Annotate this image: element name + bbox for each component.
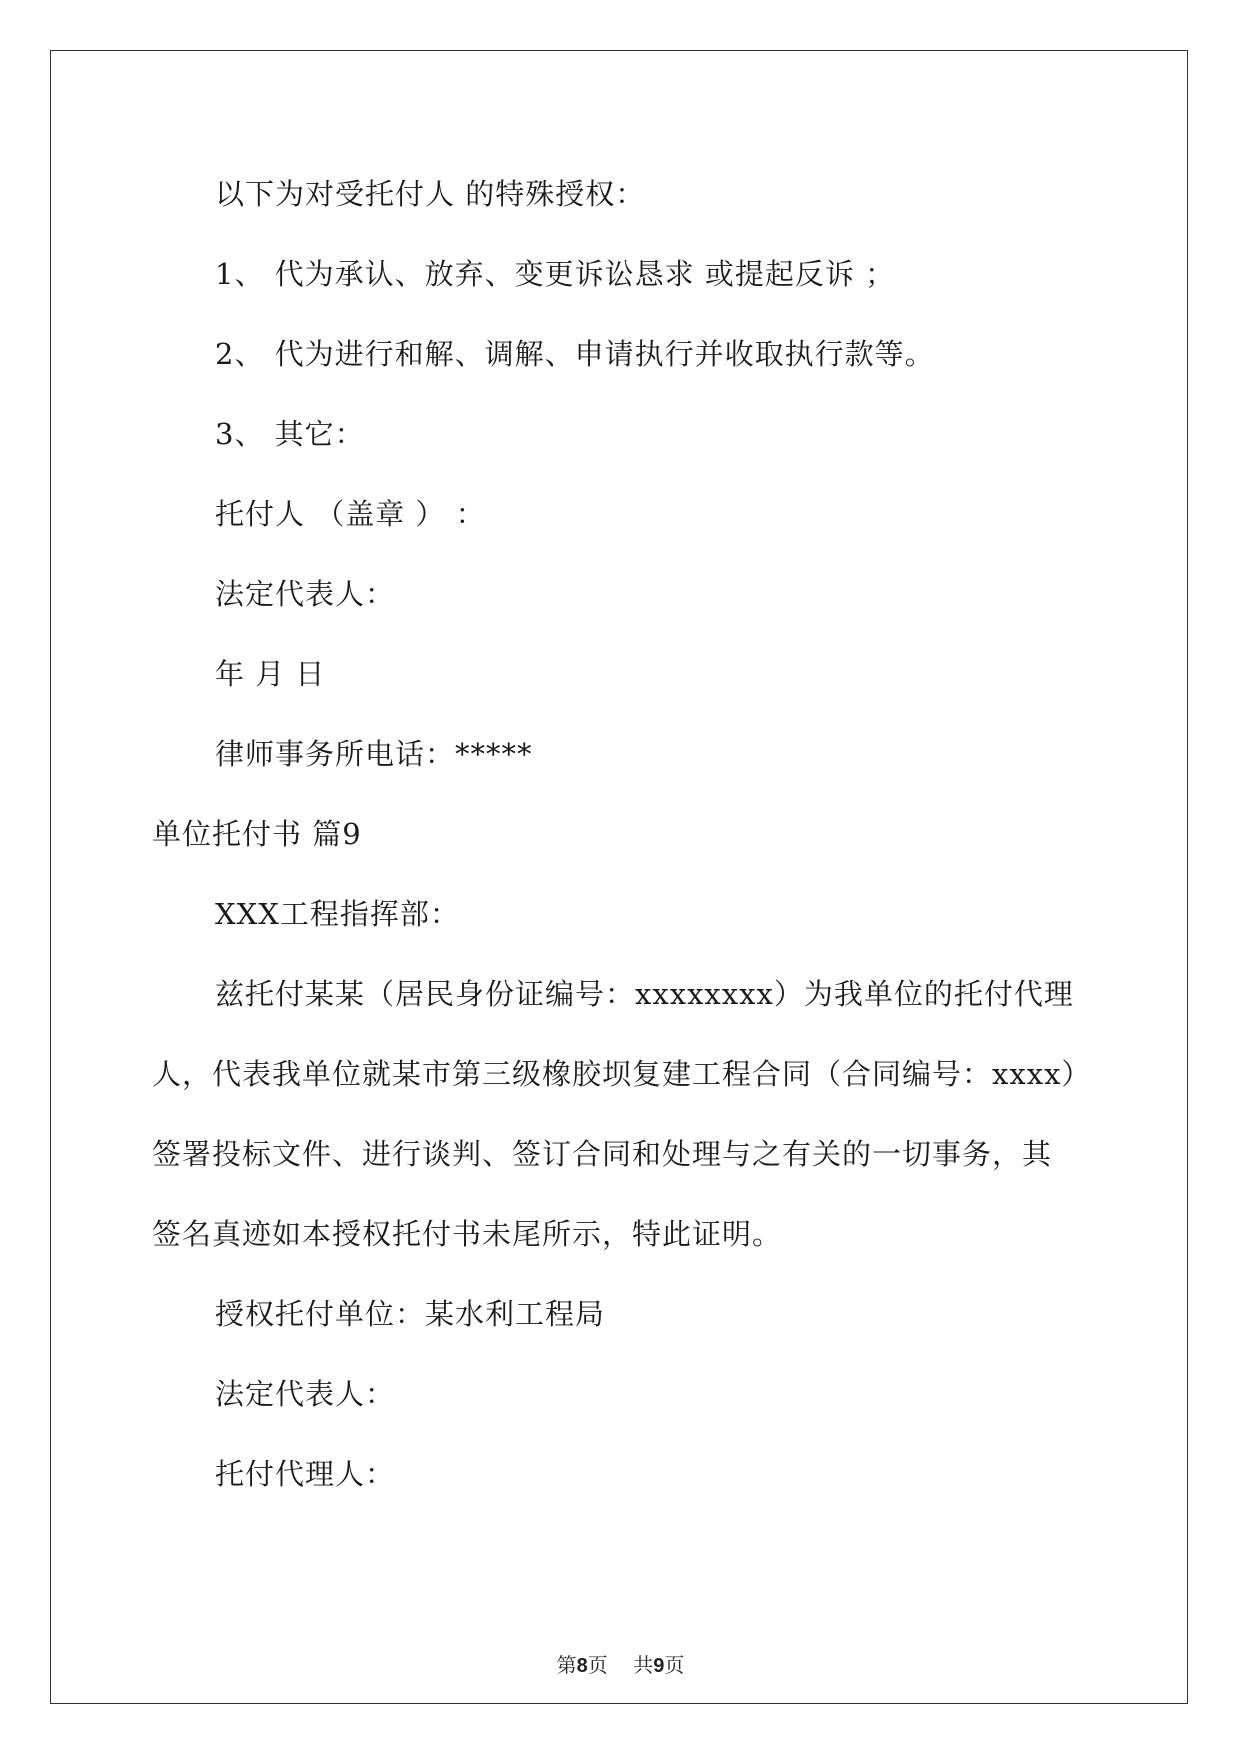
- authorization-item-2: 2、 代为进行和解、调解、申请执行并收取执行款等。: [215, 337, 935, 371]
- agent-line: 托付代理人：: [215, 1457, 396, 1491]
- principal-seal-line: 托付人 （盖章 ） ：: [215, 497, 486, 531]
- date-line: 年 月 日: [215, 657, 326, 691]
- legal-representative-line: 法定代表人：: [215, 577, 396, 611]
- body-paragraph-line-1: 兹托付某某（居民身份证编号：xxxxxxxx）为我单位的托付代理: [215, 977, 1074, 1011]
- authorization-item-3: 3、 其它：: [215, 417, 365, 451]
- footer-page-suffix: 页: [587, 1653, 608, 1677]
- footer-total-prefix: 共: [633, 1653, 654, 1677]
- law-firm-phone-line: 律师事务所电话：*****: [215, 737, 533, 771]
- body-paragraph-line-3: 签署投标文件、进行谈判、签订合同和处理与之有关的一切事务，其: [152, 1137, 1053, 1171]
- body-paragraph-line-4: 签名真迹如本授权托付书未尾所示，特此证明。: [152, 1217, 783, 1251]
- footer-page-number: 8: [576, 1655, 588, 1677]
- legal-representative-line-2: 法定代表人：: [215, 1377, 396, 1411]
- authorizing-unit-line: 授权托付单位：某水利工程局: [215, 1297, 606, 1331]
- page-footer: [0, 1653, 1241, 1678]
- footer-prefix: 第: [556, 1653, 577, 1677]
- section-heading: 单位托付书 篇9: [152, 817, 362, 851]
- authorization-item-1: 1、 代为承认、放弃、变更诉讼恳求 或提起反诉 ；: [215, 257, 896, 291]
- footer-total-suffix: 页: [664, 1653, 685, 1677]
- footer-total-pages: 9: [653, 1655, 665, 1677]
- body-paragraph-line-2: 人，代表我单位就某市第三级橡胶坝复建工程合同（合同编号：xxxx）: [152, 1057, 1092, 1091]
- special-authorization-intro: 以下为对受托付人 的特殊授权：: [215, 177, 646, 211]
- addressee-line: XXX工程指挥部：: [215, 897, 460, 931]
